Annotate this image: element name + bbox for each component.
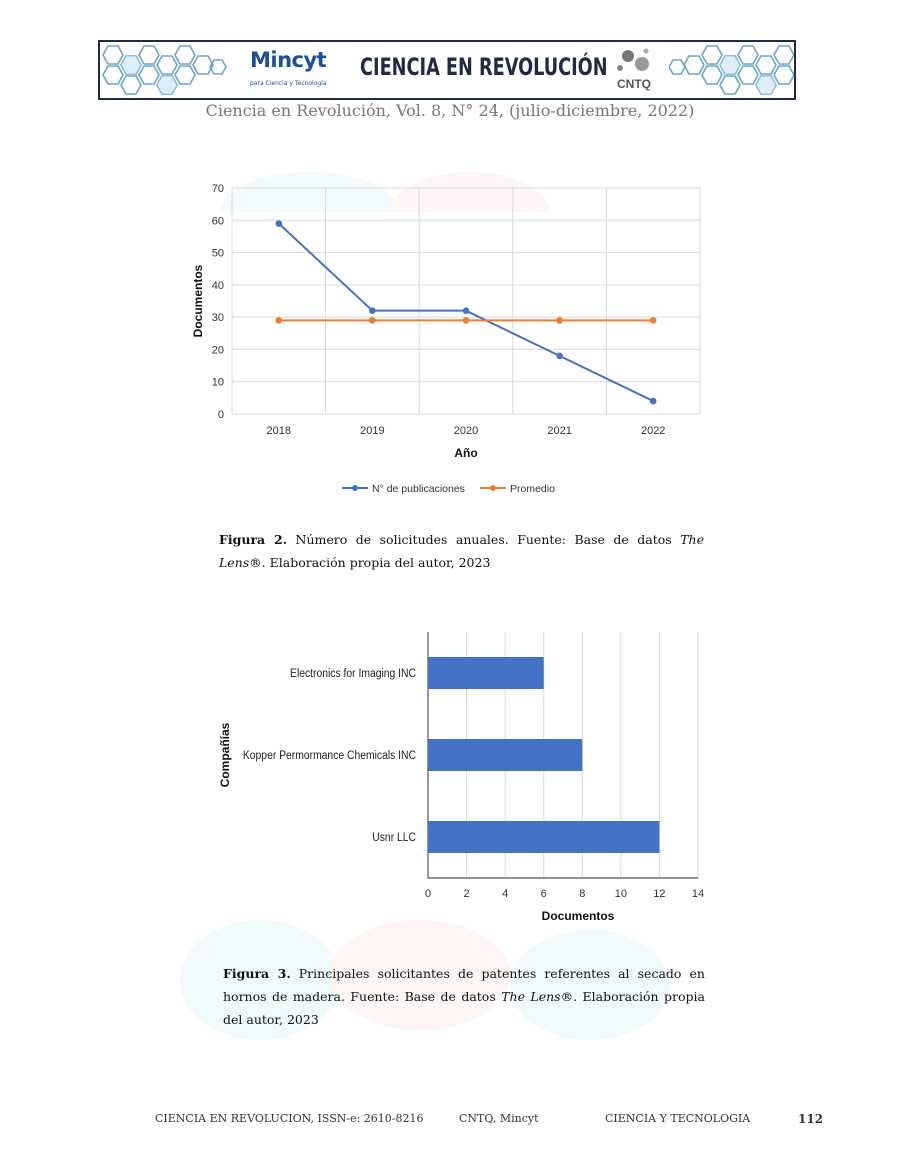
legend-label-1: N° de publicaciones xyxy=(372,483,465,495)
series-2-point xyxy=(463,317,470,324)
footer-org: CNTQ, Mincyt xyxy=(459,1112,539,1125)
x-tick-label: 2021 xyxy=(547,425,572,437)
series-1-point xyxy=(463,307,470,314)
category-label: Electronics for Imaging INC xyxy=(290,667,416,681)
legend-marker-2 xyxy=(490,485,496,491)
x-tick-label: 10 xyxy=(614,888,627,900)
category-label: Usnr LLC xyxy=(372,831,416,845)
hexagon-pattern-right xyxy=(669,42,794,98)
legend-marker-1 xyxy=(352,485,358,491)
x-tick-label: 2020 xyxy=(453,425,479,437)
category-label: Kopper Permormance Chemicals INC xyxy=(242,749,416,763)
y-tick-label: 70 xyxy=(211,183,224,195)
series-2-point xyxy=(276,317,283,324)
series-2-point xyxy=(369,317,376,324)
x-tick-label: 2 xyxy=(463,888,470,900)
figure-2-label: Figura 2. xyxy=(219,532,288,547)
figure-2-caption-italic: The Lens xyxy=(219,532,704,570)
x-tick-label: 12 xyxy=(653,888,666,900)
running-head: Ciencia en Revolución, Vol. 8, N° 24, (julio-diciembre, 2022) xyxy=(205,101,695,120)
bar-2 xyxy=(428,739,582,771)
x-tick-label: 8 xyxy=(579,888,586,900)
figure-3-caption-italic: The Lens xyxy=(501,989,561,1004)
y-tick-label: 40 xyxy=(211,279,224,292)
mincyt-logo-subtitle: para Ciencia y Tecnología xyxy=(250,80,327,87)
x-tick-label: 0 xyxy=(424,888,432,900)
series-2-point xyxy=(650,317,657,324)
footer-issn: CIENCIA EN REVOLUCION, ISSN-e: 2610-8216 xyxy=(155,1112,424,1125)
x-tick-label: 4 xyxy=(502,888,509,900)
figure-3-caption xyxy=(223,962,705,1031)
y-axis-label: Compañías xyxy=(218,722,232,788)
figure-2-caption-text-1: Número de solicitudes anuales. Fuente: Base de datos xyxy=(287,532,681,547)
figure-3-caption-text-1: Principales solicitantes de patentes referentes al secado en hornos de madera. Fuente: Base de datos xyxy=(223,966,705,1004)
y-tick-label: 10 xyxy=(211,376,224,389)
series-1-point xyxy=(276,220,283,227)
y-tick-label: 60 xyxy=(211,215,224,228)
x-axis-label: Año xyxy=(454,446,478,460)
y-tick-label: 0 xyxy=(217,409,224,421)
journal-banner xyxy=(98,40,796,100)
figure-2-caption xyxy=(219,528,704,574)
bar-1 xyxy=(428,657,544,689)
footer-section: CIENCIA Y TECNOLOGIA xyxy=(605,1112,751,1125)
x-tick-label: 2022 xyxy=(640,425,666,437)
series-1-point xyxy=(556,353,563,360)
bar-3 xyxy=(428,821,659,853)
figure-2-caption-text-2: ®. Elaboración propia del autor, 2023 xyxy=(249,555,491,570)
y-tick-label: 50 xyxy=(211,247,224,260)
x-tick-label: 6 xyxy=(540,888,547,900)
bar-chart-top-applicants xyxy=(210,622,720,932)
hexagon-pattern-left xyxy=(100,42,230,98)
series-2-point xyxy=(556,317,563,324)
x-axis-label: Documentos xyxy=(541,909,615,923)
figure-3-caption-text-2: ®. Elaboración propia del autor, 2023 xyxy=(223,989,705,1027)
x-tick-label: 2019 xyxy=(360,425,385,437)
y-axis-label: Documentos xyxy=(191,264,205,338)
x-tick-label: 2018 xyxy=(266,425,292,437)
series-1-point xyxy=(650,398,657,405)
legend-label-2: Promedio xyxy=(510,483,555,495)
y-tick-label: 30 xyxy=(211,312,224,325)
figure-3-label: Figura 3. xyxy=(223,966,291,981)
series-1-point xyxy=(369,307,376,314)
mincyt-logo xyxy=(250,48,330,94)
cntq-logo xyxy=(612,44,656,96)
cntq-logo-text: CNTQ xyxy=(617,77,651,91)
x-tick-label: 14 xyxy=(691,888,705,900)
line-chart-annual-applications xyxy=(180,172,720,512)
page-number: 112 xyxy=(798,1112,824,1126)
y-tick-label: 20 xyxy=(211,344,224,357)
mincyt-logo-text: Mincyt xyxy=(250,48,327,72)
journal-title: CIENCIA EN REVOLUCIÓN xyxy=(360,53,608,81)
